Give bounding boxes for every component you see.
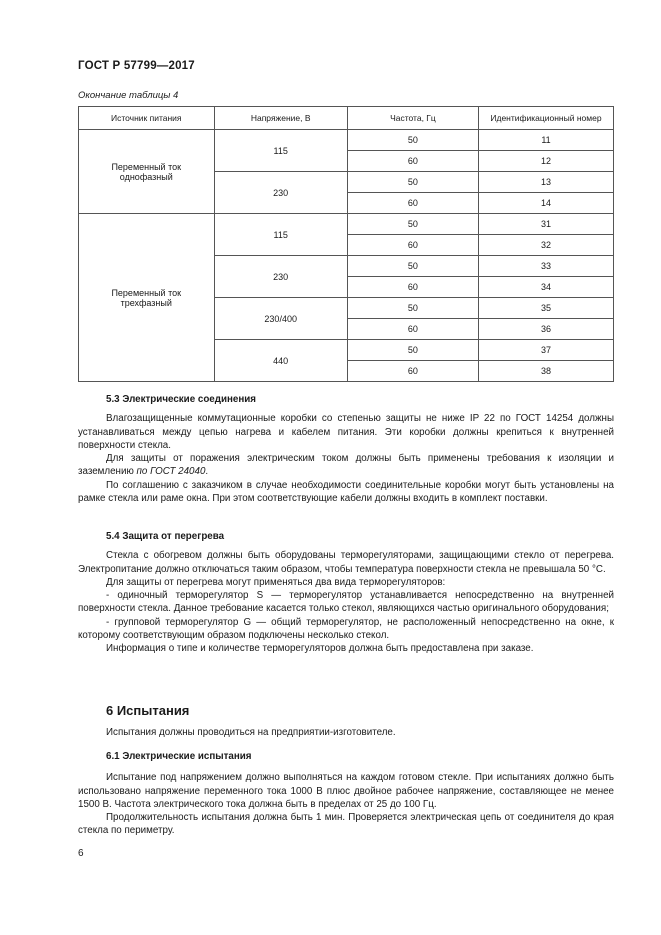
section-title: 5.3 Электрические соединения xyxy=(106,394,257,405)
voltage-cell: 230/400 xyxy=(214,298,347,340)
section-6 xyxy=(78,704,614,740)
frequency-cell: 60 xyxy=(347,277,478,298)
source-cell: Переменный ток трехфазный xyxy=(79,214,215,382)
power-supply-table xyxy=(78,106,614,382)
id-cell: 37 xyxy=(478,340,613,361)
paragraph: По соглашению с заказчиком в случае необходимости соединительные коробки могут быть установлены на рамке стекла или раме окна. При этом соответствующие кабели должны входить в комплект поставки. xyxy=(78,479,614,505)
table-caption: Окончание таблицы 4 xyxy=(78,90,179,101)
frequency-cell: 60 xyxy=(347,193,478,214)
paragraph: Стекла с обогревом должны быть оборудованы терморегуляторами, защищающими стекло от перегрева. Электропитание должно отключаться таким образом, чтобы температура поверхности стекла не превышала 50 °С. xyxy=(78,550,614,575)
voltage-cell: 230 xyxy=(214,172,347,214)
frequency-cell: 60 xyxy=(347,361,478,382)
paragraph xyxy=(78,452,614,479)
section-5-4 xyxy=(78,530,614,656)
frequency-cell: 50 xyxy=(347,340,478,361)
paragraph: - групповой терморегулятор G — общий терморегулятор, не расположенный непосредственно на окне, к которому соответствующим образом подключены несколько стекол. xyxy=(78,616,614,642)
section-title: 6 Испытания xyxy=(106,703,190,718)
voltage-cell: 115 xyxy=(214,130,347,172)
voltage-cell: 440 xyxy=(214,340,347,382)
id-cell: 12 xyxy=(478,151,613,172)
section-5-3 xyxy=(78,393,614,505)
table-row xyxy=(79,214,614,235)
id-cell: 38 xyxy=(478,361,613,382)
frequency-cell: 50 xyxy=(347,256,478,277)
id-cell: 11 xyxy=(478,130,613,151)
section-6-1 xyxy=(78,750,614,838)
paragraph: Информация о типе и количестве терморегуляторов должна быть предоставлена при заказе. xyxy=(106,643,534,655)
id-cell: 14 xyxy=(478,193,613,214)
id-cell: 32 xyxy=(478,235,613,256)
frequency-cell: 50 xyxy=(347,130,478,151)
paragraph-text: Для защиты от поражения электрическим током должны быть применены требования к изоляции и заземлению xyxy=(78,453,614,478)
table-header-row xyxy=(79,107,614,130)
id-cell: 34 xyxy=(478,277,613,298)
paragraph: Испытание под напряжением должно выполняться на каждом готовом стекле. При испытаниях должно быть использовано напряжение переменного тока 1000 В плюс двойное рабочее напряжение, составляющее не менее 1500 В. Частота электрического тока должна быть в пределах от 25 до 100 Гц. xyxy=(78,772,614,810)
standard-reference: по ГОСТ 24040 xyxy=(136,466,206,478)
header-id-number: Идентификационный номер xyxy=(478,107,613,130)
voltage-cell: 230 xyxy=(214,256,347,298)
page-number: 6 xyxy=(78,848,84,859)
source-cell: Переменный ток однофазный xyxy=(79,130,215,214)
document-code: ГОСТ Р 57799—2017 xyxy=(78,60,195,72)
id-cell: 35 xyxy=(478,298,613,319)
paragraph-text: . xyxy=(205,466,209,478)
section-title: 5.4 Защита от перегрева xyxy=(106,531,225,542)
paragraph: Влагозащищенные коммутационные коробки со степенью защиты не ниже IP 22 по ГОСТ 14254 должны устанавливаться между цепью нагрева и кабелем питания. Эти коробки должны крепиться к внутренней поверхности стекла. xyxy=(78,413,614,451)
id-cell: 33 xyxy=(478,256,613,277)
header-voltage: Напряжение, В xyxy=(214,107,347,130)
frequency-cell: 50 xyxy=(347,298,478,319)
header-frequency: Частота, Гц xyxy=(347,107,478,130)
frequency-cell: 60 xyxy=(347,235,478,256)
id-cell: 13 xyxy=(478,172,613,193)
frequency-cell: 50 xyxy=(347,214,478,235)
paragraph: Для защиты от перегрева могут применяться два вида терморегуляторов: xyxy=(106,576,446,588)
frequency-cell: 60 xyxy=(347,151,478,172)
paragraph: Испытания должны проводиться на предприятии-изготовителе. xyxy=(106,727,396,739)
header-power-source: Источник питания xyxy=(79,107,215,130)
frequency-cell: 50 xyxy=(347,172,478,193)
frequency-cell: 60 xyxy=(347,319,478,340)
voltage-cell: 115 xyxy=(214,214,347,256)
paragraph: Продолжительность испытания должна быть 1 мин. Проверяется электрическая цепь от соединителя до края стекла по периметру. xyxy=(78,812,614,837)
section-title: 6.1 Электрические испытания xyxy=(106,751,252,762)
id-cell: 31 xyxy=(478,214,613,235)
table-row xyxy=(79,130,614,151)
id-cell: 36 xyxy=(478,319,613,340)
paragraph: - одиночный терморегулятор S — терморегулятор устанавливается непосредственно на внутренней поверхности стекла. Данное требование касается только стекол, являющихся частью оригинального оборудования; xyxy=(78,590,614,615)
